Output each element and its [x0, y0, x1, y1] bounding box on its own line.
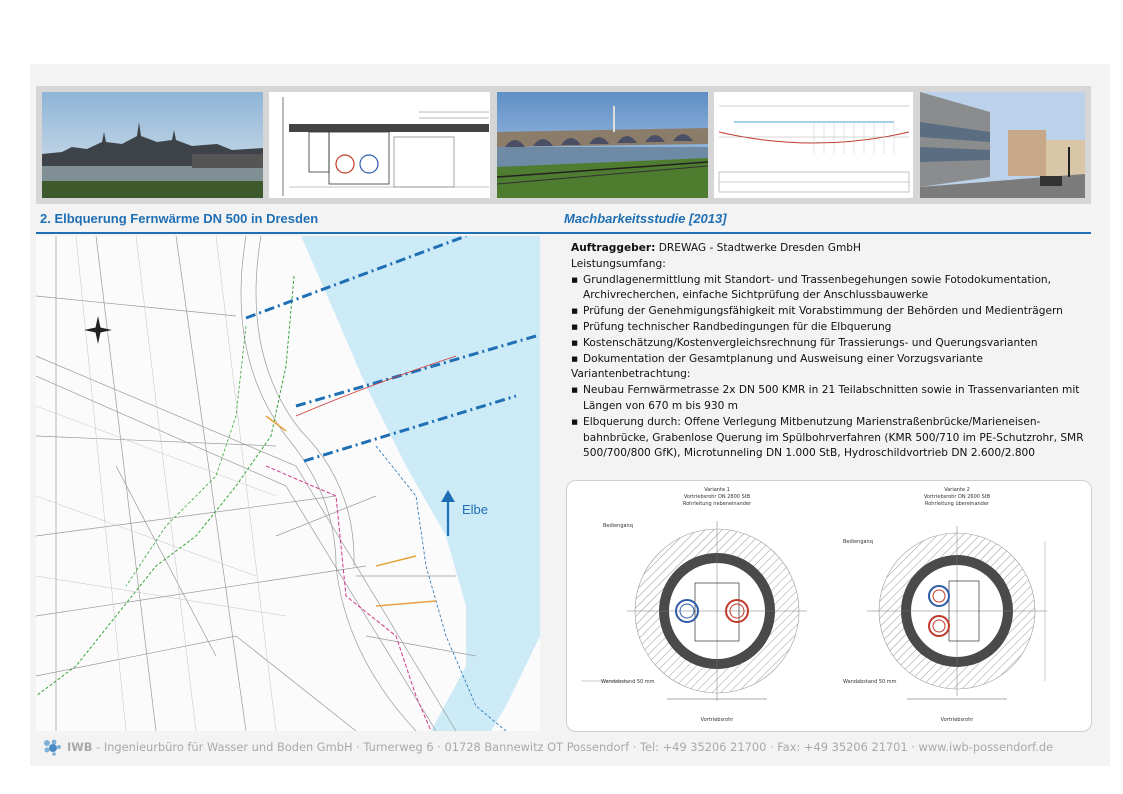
- svg-text:Vortriebsrohr: Vortriebsrohr: [940, 717, 974, 723]
- variant-item: ▪ Neubau Fernwärmetrasse 2x DN 500 KMR in 21 Teilabschnitten sowie in Trassenvarianten mit Längen von 670 m bis 930 m: [571, 383, 1091, 415]
- iwb-logo-icon: [42, 738, 62, 756]
- scope-item: ▪ Grundlagenermittlung mit Standort- und Trassenbegehungen sowie Fotodokumentation, Archivrecherchen, einfache Sichtprüfung der Anschlussbauwerke: [571, 273, 1091, 305]
- scope-list: [571, 273, 1091, 368]
- svg-text:Variante 1: Variante 1: [704, 487, 730, 493]
- svg-text:Vortriebsrohr DN 2600 StB: Vortriebsrohr DN 2600 StB: [923, 494, 991, 500]
- study-type-title: Machbarkeitsstudie [2013]: [564, 211, 727, 226]
- variants-heading: Variantenbetrachtung:: [571, 368, 691, 381]
- site-map: [36, 236, 540, 731]
- svg-text:Bedienganq: Bedienganq: [843, 539, 873, 545]
- title-bar: [36, 207, 1091, 233]
- svg-text:Bedienganq: Bedienganq: [603, 523, 633, 529]
- scope-item: ▪ Dokumentation der Gesamtplanung und Ausweisung einer Vorzugsvariante: [571, 352, 1091, 368]
- svg-text:Vortriebsrohr: Vortriebsrohr: [700, 717, 734, 723]
- project-title: 2. Elbquerung Fernwärme DN 500 in Dresden: [40, 211, 319, 226]
- river-label: Elbe: [462, 502, 489, 517]
- svg-text:Wandabstand 50 mm: Wandabstand 50 mm: [843, 679, 897, 685]
- footer-brand: IWB: [67, 740, 93, 754]
- variants-list: [571, 383, 1091, 462]
- dresden-skyline-photo: [42, 92, 263, 198]
- svg-text:Variante 2: Variante 2: [944, 487, 970, 493]
- variant-2-drawing: [843, 487, 1047, 723]
- variant-item: ▪ Elbquerung durch: Offene Verlegung Mitbenutzung Marienstraßenbrücke/Marieneisen-bahnbrücke, Grabenlose Querung im Spülbohrverfahren (KMR 500/710 im PE-Schutzrohr, SMR 500/700/800 GfK), Microtunneling DN 1.000 StB, Hydroschildvortrieb DN 2.600/2.800: [571, 415, 1091, 462]
- cross-section-drawing: [269, 92, 490, 198]
- title-divider: [36, 232, 1091, 234]
- svg-text:Rohrleitung nebeneinander: Rohrleitung nebeneinander: [682, 501, 752, 507]
- variant-cross-sections: [566, 480, 1092, 732]
- variant-1-drawing: [581, 487, 807, 723]
- scope-item: ▪ Prüfung technischer Randbedingungen für die Elbquerung: [571, 320, 1091, 336]
- client-label: Auftraggeber:: [571, 242, 656, 254]
- svg-text:Wandabstand 50 mm: Wandabstand 50 mm: [601, 679, 655, 685]
- client-line: [571, 241, 1091, 257]
- longitudinal-profile-drawing: [714, 92, 913, 198]
- footer: [67, 740, 1053, 758]
- svg-text:Rohrleitung übereinander: Rohrleitung übereinander: [925, 501, 989, 507]
- svg-text:Vortriebsrohr DN 2800 StB: Vortriebsrohr DN 2800 StB: [683, 494, 751, 500]
- bridge-photo: [497, 92, 708, 198]
- street-photo: [920, 92, 1085, 198]
- footer-contact: - Ingenieurbüro für Wasser und Boden GmbH · Turnerweg 6 · 01728 Bannewitz OT Possendorf · Tel: +49 35206 21700 · Fax: +49 35206 21701 · www.iwb-possendorf.de: [96, 740, 1054, 754]
- scope-heading: Leistungsumfang:: [571, 257, 666, 270]
- client-value: DREWAG - Stadtwerke Dresden GmbH: [658, 242, 861, 254]
- scope-item: ▪ Kostenschätzung/Kostenvergleichsrechnung für Trassierungs- und Querungsvarianten: [571, 336, 1091, 352]
- project-description: [571, 241, 1091, 462]
- scope-item: ▪ Prüfung der Genehmigungsfähigkeit mit Vorabstimmung der Behörden und Medienträgern: [571, 304, 1091, 320]
